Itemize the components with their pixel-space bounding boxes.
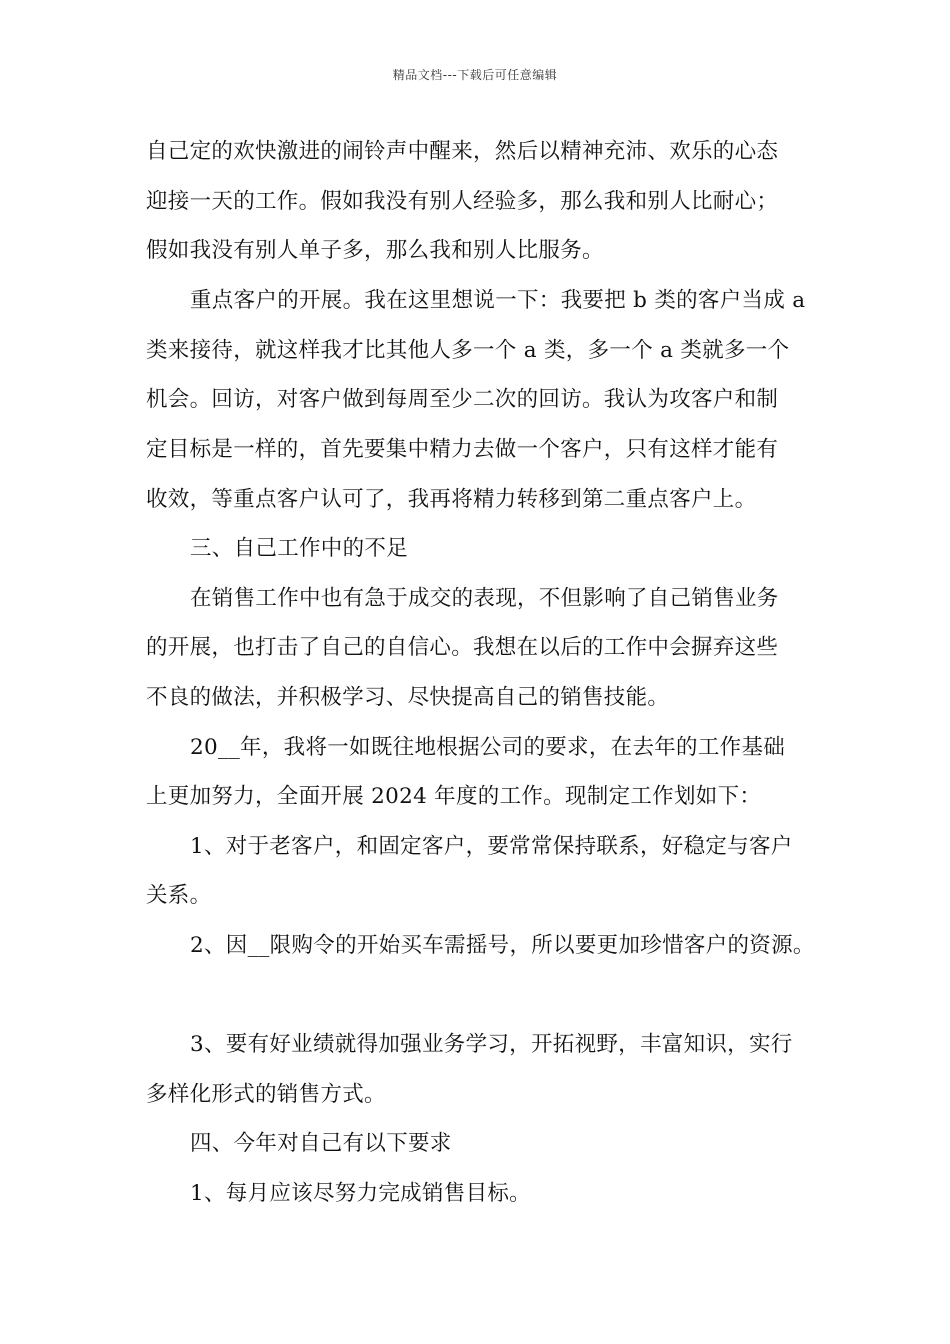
text-line: 收效，等重点客户认可了，我再将精力转移到第二重点客户上。 [146, 487, 757, 512]
text-line: 假如我没有别人单子多，那么我和别人比服务。 [146, 238, 604, 263]
list-item: 1、对于老客户，和固定客户，要常常保持联系，好稳定与客户 [190, 834, 793, 859]
text-line: 的开展，也打击了自己的自信心。我想在以后的工作中会摒弃这些 [146, 635, 779, 660]
text-line: 机会。回访，对客户做到每周至少二次的回访。我认为攻客户和制 [146, 387, 779, 412]
text-line: 迎接一天的工作。假如我没有别人经验多，那么我和别人比耐心； [146, 189, 779, 214]
text-line: 上更加努力，全面开展 2024 年度的工作。现制定工作划如下： [146, 784, 762, 809]
list-item: 2、因__限购令的开始买车需摇号，所以要更加珍惜客户的资源。 [190, 933, 815, 958]
text-line: 类来接待，就这样我才比其他人多一个 a 类，多一个 a 类就多一个 [146, 338, 790, 363]
page-header: 精品文档---下载后可任意编辑 [392, 68, 558, 82]
section-heading: 三、自己工作中的不足 [190, 536, 409, 561]
text-line: 在销售工作中也有急于成交的表现，不但影响了自己销售业务 [190, 586, 779, 611]
section-heading: 四、今年对自己有以下要求 [190, 1131, 452, 1156]
text-line: 关系。 [146, 883, 212, 908]
text-line: 不良的做法，并积极学习、尽快提高自己的销售技能。 [146, 685, 670, 710]
list-item: 1、每月应该尽努力完成销售目标。 [190, 1181, 531, 1206]
text-line: 多样化形式的销售方式。 [146, 1082, 386, 1107]
text-line: 定目标是一样的，首先要集中精力去做一个客户，只有这样才能有 [146, 437, 779, 462]
text-line: 20__年，我将一如既往地根据公司的要求，在去年的工作基础 [190, 735, 786, 760]
text-line: 重点客户的开展。我在这里想说一下：我要把 b 类的客户当成 a [190, 288, 806, 313]
text-line: 自己定的欢快激进的闹铃声中醒来，然后以精神充沛、欢乐的心态 [146, 139, 779, 164]
list-item: 3、要有好业绩就得加强业务学习，开拓视野，丰富知识，实行 [190, 1032, 793, 1057]
